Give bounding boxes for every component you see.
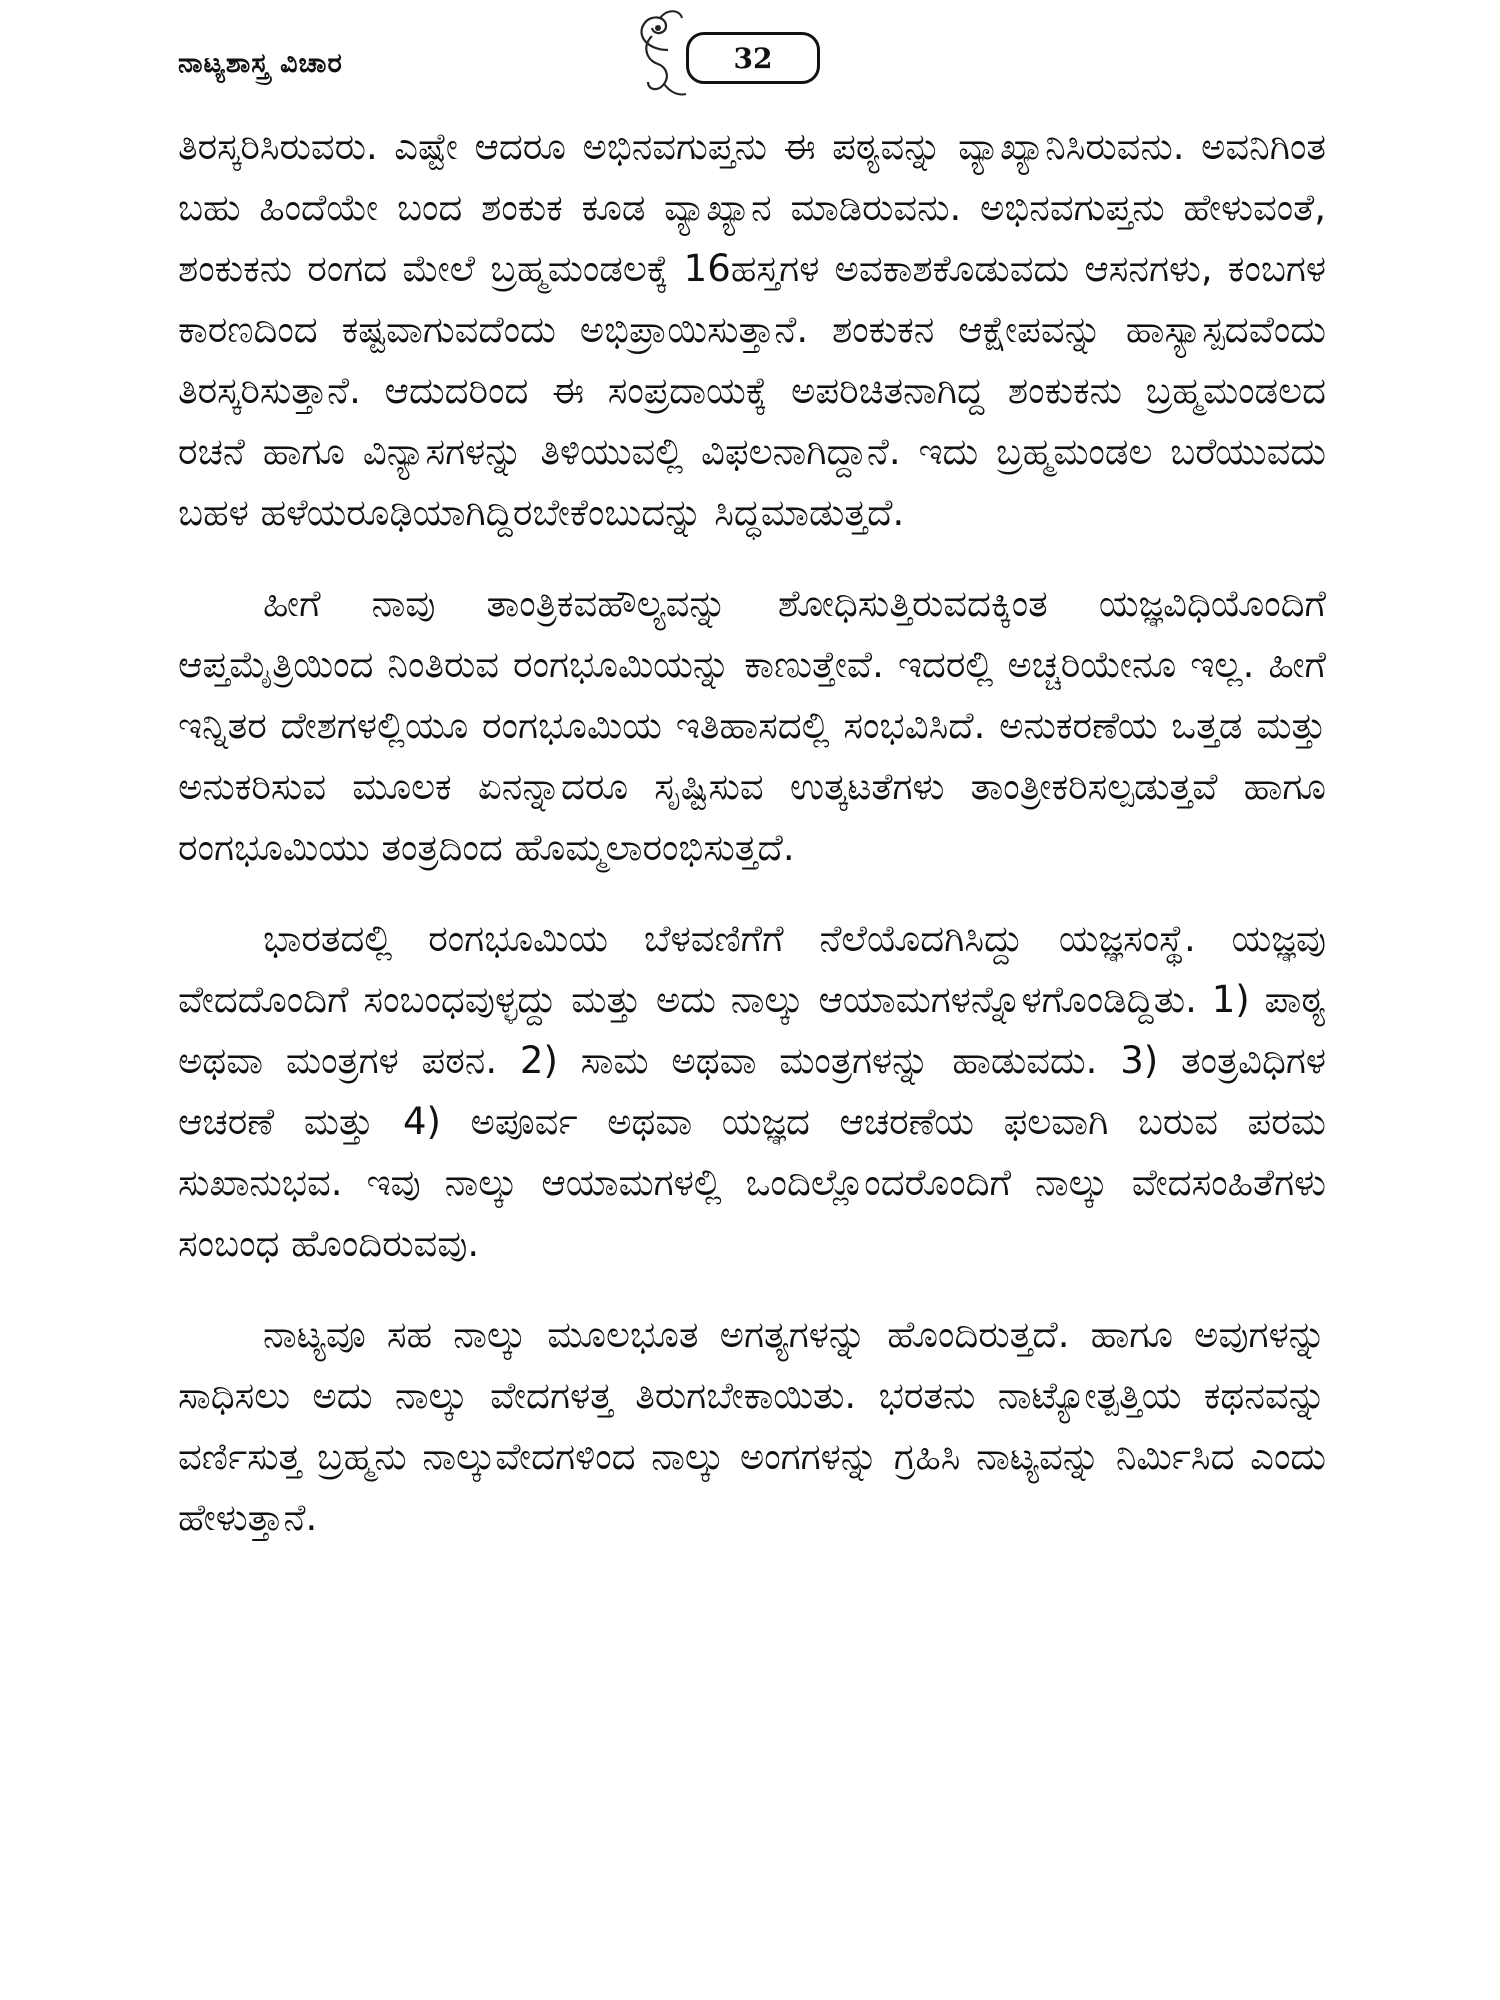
page-header	[0, 0, 1500, 115]
paragraph-1: ತಿರಸ್ಕರಿಸಿರುವರು. ಎಷ್ಟೇ ಆದರೂ ಅಭಿನವಗುಪ್ತನು ಈ ಪಠ್ಯವನ್ನು ವ್ಯಾಖ್ಯಾನಿಸಿರುವನು. ಅವನಿಗಿಂತ ಬಹು ಹಿಂದೆಯೇ ಬಂದ ಶಂಕುಕ ಕೂಡ ವ್ಯಾಖ್ಯಾನ ಮಾಡಿರುವನು. ಅಭಿನವಗುಪ್ತನು ಹೇಳುವಂತೆ, ಶಂಕುಕನು ರಂಗದ ಮೇಲೆ ಬ್ರಹ್ಮಮಂಡಲಕ್ಕೆ 16ಹಸ್ತಗಳ ಅವಕಾಶಕೊಡುವದು ಆಸನಗಳು, ಕಂಬಗಳ ಕಾರಣದಿಂದ ಕಷ್ಟವಾಗುವದೆಂದು ಅಭಿಪ್ರಾಯಿಸುತ್ತಾನೆ. ಶಂಕುಕನ ಆಕ್ಷೇಪವನ್ನು ಹಾಸ್ಯಾಸ್ಪದವೆಂದು ತಿರಸ್ಕರಿಸುತ್ತಾನೆ. ಆದುದರಿಂದ ಈ ಸಂಪ್ರದಾಯಕ್ಕೆ ಅಪರಿಚಿತನಾಗಿದ್ದ ಶಂಕುಕನು ಬ್ರಹ್ಮಮಂಡಲದ ರಚನೆ ಹಾಗೂ ವಿನ್ಯಾಸಗಳನ್ನು ತಿಳಿಯುವಲ್ಲಿ ವಿಫಲನಾಗಿದ್ದಾನೆ. ಇದು ಬ್ರಹ್ಮಮಂಡಲ ಬರೆಯುವದು ಬಹಳ ಹಳೆಯರೂಢಿಯಾಗಿದ್ದಿರಬೇಕೆಂಬುದನ್ನು ಸಿದ್ಧಮಾಡುತ್ತದೆ.	[178, 125, 1326, 534]
page-body	[178, 116, 1326, 1548]
book-title: ನಾಟ್ಯಶಾಸ್ತ್ರ ವಿಚಾರ	[178, 48, 343, 79]
page-number: 32	[686, 32, 820, 84]
paragraph-3: ಭಾರತದಲ್ಲಿ ರಂಗಭೂಮಿಯ ಬೆಳವಣಿಗೆಗೆ ನೆಲೆಯೊದಗಿಸಿದ್ದು ಯಜ್ಞಸಂಸ್ಥೆ. ಯಜ್ಞವು ವೇದದೊಂದಿಗೆ ಸಂಬಂಧವುಳ್ಳದ್ದು ಮತ್ತು ಅದು ನಾಲ್ಕು ಆಯಾಮಗಳನ್ನೊಳಗೊಂಡಿದ್ದಿತು. 1) ಪಾಠ್ಯ ಅಥವಾ ಮಂತ್ರಗಳ ಪಠನ. 2) ಸಾಮ ಅಥವಾ ಮಂತ್ರಗಳನ್ನು ಹಾಡುವದು. 3) ತಂತ್ರವಿಧಿಗಳ ಆಚರಣೆ ಮತ್ತು 4) ಅಪೂರ್ವ ಅಥವಾ ಯಜ್ಞದ ಆಚರಣೆಯ ಫಲವಾಗಿ ಬರುವ ಪರಮ ಸುಖಾನುಭವ. ಇವು ನಾಲ್ಕು ಆಯಾಮಗಳಲ್ಲಿ ಒಂದಿಲ್ಲೊಂದರೊಂದಿಗೆ ನಾಲ್ಕು ವೇದಸಂಹಿತೆಗಳು ಸಂಬಂಧ ಹೊಂದಿರುವವು.	[178, 917, 1326, 1265]
paragraph-2: ಹೀಗೆ ನಾವು ತಾಂತ್ರಿಕವಹೌಲ್ಯವನ್ನು ಶೋಧಿಸುತ್ತಿರುವದಕ್ಕಿಂತ ಯಜ್ಞವಿಧಿಯೊಂದಿಗೆ ಆಪ್ತಮೈತ್ರಿಯಿಂದ ನಿಂತಿರುವ ರಂಗಭೂಮಿಯನ್ನು ಕಾಣುತ್ತೇವೆ. ಇದರಲ್ಲಿ ಅಚ್ಚರಿಯೇನೂ ಇಲ್ಲ. ಹೀಗೆ ಇನ್ನಿತರ ದೇಶಗಳಲ್ಲಿಯೂ ರಂಗಭೂಮಿಯ ಇತಿಹಾಸದಲ್ಲಿ ಸಂಭವಿಸಿದೆ. ಅನುಕರಣೆಯ ಒತ್ತಡ ಮತ್ತು ಅನುಕರಿಸುವ ಮೂಲಕ ಏನನ್ನಾದರೂ ಸೃಷ್ಟಿಸುವ ಉತ್ಕಟತೆಗಳು ತಾಂತ್ರೀಕರಿಸಲ್ಪಡುತ್ತವೆ ಹಾಗೂ ರಂಗಭೂಮಿಯು ತಂತ್ರದಿಂದ ಹೊಮ್ಮಲಾರಂಭಿಸುತ್ತದೆ.	[178, 582, 1326, 869]
paragraph-4: ನಾಟ್ಯವೂ ಸಹ ನಾಲ್ಕು ಮೂಲಭೂತ ಅಗತ್ಯಗಳನ್ನು ಹೊಂದಿರುತ್ತದೆ. ಹಾಗೂ ಅವುಗಳನ್ನು ಸಾಧಿಸಲು ಅದು ನಾಲ್ಕು ವೇದಗಳತ್ತ ತಿರುಗಬೇಕಾಯಿತು. ಭರತನು ನಾಟ್ಯೋತ್ಪತ್ತಿಯ ಕಥನವನ್ನು ವರ್ಣಿಸುತ್ತ ಬ್ರಹ್ಮನು ನಾಲ್ಕುವೇದಗಳಿಂದ ನಾಲ್ಕು ಅಂಗಗಳನ್ನು ಗ್ರಹಿಸಿ ನಾಟ್ಯವನ್ನು ನಿರ್ಮಿಸಿದ ಎಂದು ಹೇಳುತ್ತಾನೆ.	[178, 1313, 1326, 1539]
